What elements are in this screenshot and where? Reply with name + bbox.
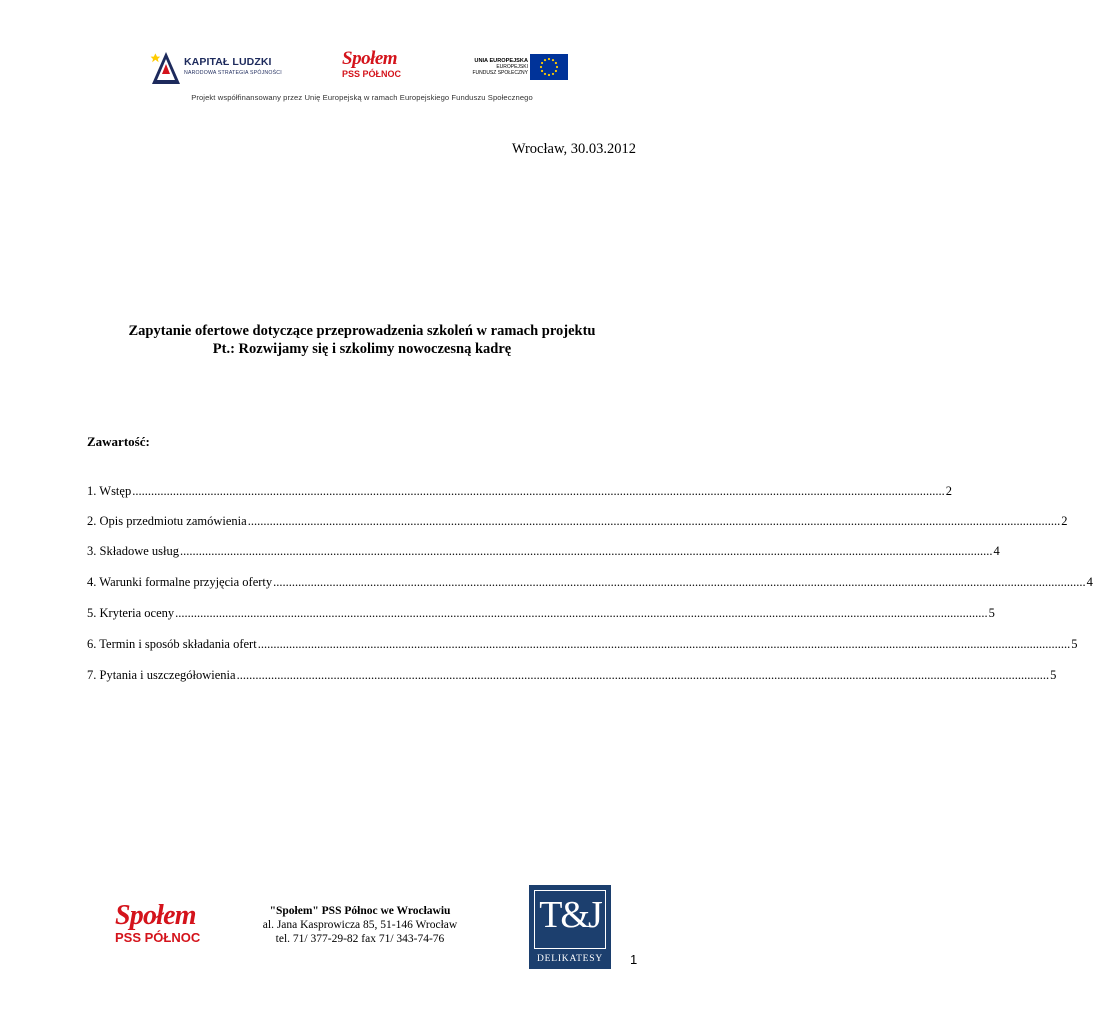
kapital-ludzki-emblem-icon — [150, 50, 182, 86]
eu-star-icon — [548, 74, 550, 76]
toc-leader-dots: .................................................................................................................................................................................................................................................................... — [180, 544, 993, 558]
eu-label-line1: UNIA EUROPEJSKA — [474, 58, 528, 64]
toc-leader-dots: .................................................................................................................................................................................................................................................................... — [175, 606, 988, 620]
toc-entry-page: 2 — [1061, 514, 1068, 528]
toc-entry-label: 5. Kryteria oceny — [87, 606, 175, 620]
eu-star-icon — [556, 66, 558, 68]
kapital-ludzki-subtitle: NARODOWA STRATEGIA SPÓJNOŚCI — [184, 70, 282, 76]
spolem-header-subtitle: PSS PÓŁNOC — [342, 69, 402, 79]
toc-entry-label: 4. Warunki formalne przyjęcia oferty — [87, 575, 273, 589]
spolem-header-wordmark: Społem — [342, 48, 398, 69]
eu-star-icon — [544, 59, 546, 61]
toc-entry-label: 1. Wstęp — [87, 484, 132, 498]
cofinancing-note: Projekt współfinansowany przez Unię Europejską w ramach Europejskiego Funduszu Społecznego — [191, 93, 533, 102]
eu-label — [470, 58, 528, 77]
eu-star-icon — [544, 73, 546, 75]
tj-logo-subtitle: DELIKATESY — [536, 954, 604, 964]
eu-flag-icon — [530, 54, 568, 80]
spolem-footer-wordmark: Społem — [115, 900, 196, 931]
toc-entry[interactable] — [87, 637, 1078, 655]
toc-entry-page: 5 — [1071, 637, 1078, 651]
company-phone: tel. 71/ 377-29-82 fax 71/ 343-74-76 — [275, 933, 445, 945]
document-title-line2: Pt.: Rozwijamy się i szkolimy nowoczesną kadrę — [212, 341, 512, 357]
toc-entry-page: 2 — [945, 484, 952, 498]
toc-entry[interactable] — [87, 514, 1068, 532]
document-title — [60, 322, 664, 358]
kapital-ludzki-name: KAPITAŁ LUDZKI — [184, 56, 272, 68]
toc-entry-page: 5 — [1050, 668, 1057, 682]
toc-entry-label: 2. Opis przedmiotu zamówienia — [87, 514, 247, 528]
kapital-ludzki-logo — [150, 50, 282, 86]
eu-star-icon — [555, 62, 557, 64]
eu-star-icon — [541, 70, 543, 72]
toc-entry-label: 7. Pytania i uszczegółowienia — [87, 668, 236, 682]
company-address — [240, 904, 480, 946]
toc-leader-dots: .................................................................................................................................................................................................................................................................... — [132, 484, 945, 498]
toc-entry[interactable] — [87, 668, 1057, 686]
toc-entry-label: 3. Składowe usług — [87, 544, 180, 558]
toc-leader-dots: .................................................................................................................................................................................................................................................................... — [236, 668, 1050, 682]
toc-leader-dots: .................................................................................................................................................................................................................................................................... — [273, 575, 1086, 589]
tj-logo-monogram: T&J — [539, 894, 601, 936]
eu-star-icon — [552, 73, 554, 75]
document-title-line1: Zapytanie ofertowe dotyczące przeprowadzenia szkoleń w ramach projektu — [128, 323, 596, 339]
toc-entry[interactable] — [87, 544, 1000, 562]
toc-entry-page: 5 — [988, 606, 995, 620]
spolem-header-logo — [336, 50, 406, 82]
eu-star-icon — [552, 59, 554, 61]
eu-star-icon — [555, 70, 557, 72]
eu-star-icon — [541, 62, 543, 64]
tj-delikatesy-logo — [529, 885, 611, 969]
toc-entry[interactable] — [87, 484, 952, 502]
toc-heading: Zawartość: — [87, 434, 150, 449]
toc-entry[interactable] — [87, 606, 995, 624]
toc-entry[interactable] — [87, 575, 1093, 593]
page-number: 1 — [630, 952, 638, 967]
company-name: "Społem" PSS Północ we Wrocławiu — [269, 905, 451, 917]
document-date: Wrocław, 30.03.2012 — [511, 141, 636, 157]
spolem-footer-logo — [113, 900, 217, 950]
eu-star-icon — [548, 58, 550, 60]
toc-entry-label: 6. Termin i sposób składania ofert — [87, 637, 257, 651]
toc-entry-page: 4 — [1086, 575, 1093, 589]
eu-star-icon — [540, 66, 542, 68]
eu-label-line2: EUROPEJSKI — [496, 64, 528, 71]
toc-leader-dots: .................................................................................................................................................................................................................................................................... — [257, 637, 1071, 651]
company-street: al. Jana Kasprowicza 85, 51-146 Wrocław — [262, 919, 458, 931]
eu-label-line3: FUNDUSZ SPOŁECZNY — [472, 70, 528, 77]
toc-leader-dots: .................................................................................................................................................................................................................................................................... — [247, 514, 1061, 528]
toc-entry-page: 4 — [993, 544, 1000, 558]
spolem-footer-subtitle: PSS PÓŁNOC — [115, 930, 201, 945]
